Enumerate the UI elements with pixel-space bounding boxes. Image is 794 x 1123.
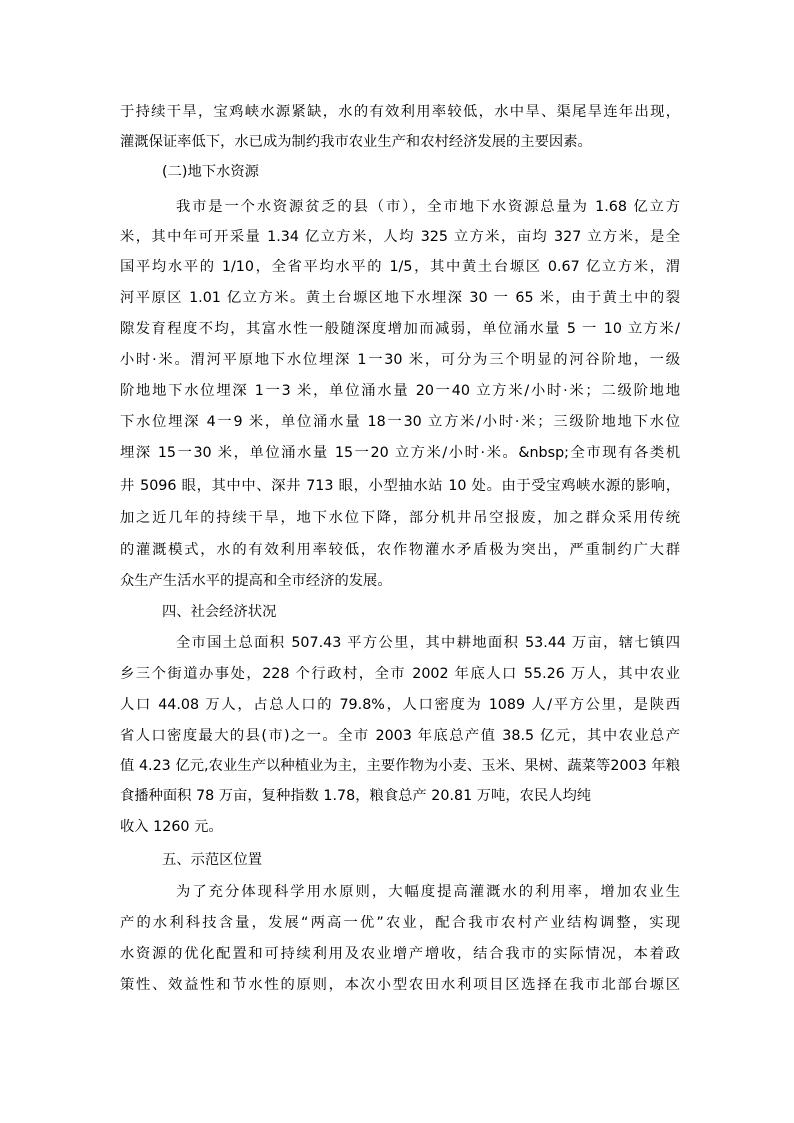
text-line-18: 全市国土总面积 507.43 平方公里，其中耕地面积 53.44 万亩，辖七镇四 [176, 635, 680, 651]
text-line-1: 于持续干旱，宝鸡峡水源紧缺，水的有效利用率较低，水中旱、渠尾旱连年出现， [120, 104, 680, 120]
text-line-15: 的灌溉模式，水的有效利用率较低，农作物灌水矛盾极为突出，严重制约广大群 [120, 542, 680, 558]
text-line-19: 乡三个街道办事处，228 个行政村，全市 2002 年底人口 55.26 万人，其中农业 [120, 666, 680, 682]
text-line-11: 下水位埋深 4一9 米，单位涌水量 18一30 立方米/小时·米；三级阶地地下水位 [120, 414, 680, 430]
text-line-6: 国平均水平的 1/10，全省平均水平的 1/5，其中黄土台塬区 0.67 亿立方米，渭 [120, 259, 680, 275]
text-line-27: 产的水利科技含量，发展“两高一优”农业，配合我市农村产业结构调整，实现 [120, 915, 680, 931]
text-line-9: 小时·米。渭河平原地下水位埋深 1一30 米，可分为三个明显的河谷阶地，一级 [120, 352, 680, 368]
section-heading-5: 五、示范区位置 [162, 852, 263, 868]
text-line-29: 策性、效益性和节水性的原则，本次小型农田水利项目区选择在我市北部台塬区 [120, 977, 680, 993]
text-line-8: 隙发育程度不均，其富水性一般随深度增加而减弱，单位涌水量 5 一 10 立方米/ [120, 321, 680, 337]
text-line-16: 众生产生活水平的提高和全市经济的发展。 [120, 573, 392, 589]
text-line-5: 米，其中年可开采量 1.34 亿立方米，人均 325 立方米，亩均 327 立方米，是全 [120, 229, 680, 245]
text-line-26: 为了充分体现科学用水原则，大幅度提高灌溉水的利用率，增加农业生 [176, 884, 680, 900]
text-line-20: 人口 44.08 万人，占总人口的 79.8%，人口密度为 1089 人/平方公里，是陕西 [120, 697, 680, 713]
subheading-groundwater: (二)地下水资源 [162, 164, 259, 180]
text-line-4: 我市是一个水资源贫乏的县（市），全市地下水资源总量为 1.68 亿立方 [176, 199, 680, 215]
section-heading-4: 四、社会经济状况 [162, 604, 277, 620]
text-line-10: 阶地地下水位埋深 1一3 米，单位涌水量 20一40 立方米/小时·米；二级阶地地 [120, 383, 680, 399]
text-line-12: 埋深 15一30 米，单位涌水量 15一20 立方米/小时·米。&nbsp;全市现有各类机 [120, 445, 680, 461]
text-line-22: 值 4.23 亿元,农业生产以种植业为主，主要作物为小麦、玉米、果树、蔬菜等2003 年粮食播种面积 78 万亩，复种指数 1.78，粮食总产 20.81 万吨，农民人均纯 [120, 758, 680, 804]
text-line-21: 省人口密度最大的县(市)之一。全市 2003 年底总产值 38.5 亿元，其中农业总产 [120, 728, 680, 744]
text-line-7: 河平原区 1.01 亿立方米。黄土台塬区地下水埋深 30 一 65 米，由于黄土中的裂 [120, 290, 680, 306]
text-line-24: 收入 1260 元。 [120, 819, 223, 835]
text-line-14: 加之近几年的持续干旱，地下水位下降，部分机井吊空报废，加之群众采用传统 [120, 510, 680, 526]
text-line-13: 井 5096 眼，其中中、深井 713 眼，小型抽水站 10 处。由于受宝鸡峡水源的影响， [120, 478, 680, 494]
text-line-2: 灌溉保证率低下，水已成为制约我市农业生产和农村经济发展的主要因素。 [120, 134, 592, 150]
text-line-28: 水资源的优化配置和可持续利用及农业增产增收，结合我市的实际情况，本着政 [120, 946, 680, 962]
